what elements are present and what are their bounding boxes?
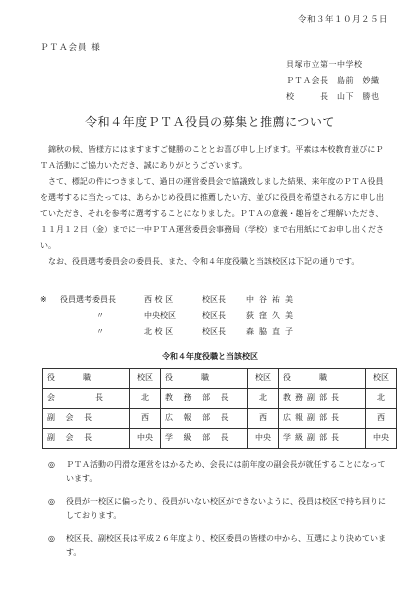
table-cell: 教 務 部 長 bbox=[161, 389, 248, 409]
committee-label: 〃 bbox=[96, 310, 104, 320]
table-caption: 令和４年度役職と当該校区 bbox=[162, 352, 258, 361]
officers-table bbox=[42, 368, 397, 449]
table-cell: 中央 bbox=[248, 429, 279, 449]
table-cell: 北 bbox=[248, 389, 279, 409]
committee-label: 役員選考委員長 bbox=[60, 294, 116, 304]
committee-row bbox=[40, 324, 336, 340]
table-cell: 学 級 部 長 bbox=[161, 429, 248, 449]
table-cell: 北 bbox=[366, 389, 397, 409]
note-item bbox=[48, 458, 388, 486]
table-cell: 広 報 部 長 bbox=[161, 409, 248, 429]
note-text: ＰＴＡ活動の円滑な運営をはかるため、会長には前年度の副会長が就任することになっています。 bbox=[66, 460, 386, 483]
date: 令和３年１０月２５日 bbox=[297, 15, 388, 25]
double-circle-icon: ◎ bbox=[48, 534, 55, 543]
committee-position: 校区長 bbox=[202, 294, 226, 304]
body-paragraph-1: 錦秋の候、皆様方にはますますご健勝のこととお喜び申し上げます。平素は本校教育並びにＰＴＡ活動にご協力いただき、誠にありがとうございます。 さて、標記の件につきまして、過日の運営委員会で協議致しました結果、来年度のＰＴＡ役員を選考するに当たっては、あらかじめ役員に推薦したい方、並びに役員を希望される方に申し出ていただき、それを参考に選考することになりました。ＰＴＡの意義・趣旨をご理解いただき、１１月１２日（金）までに一中ＰＴＡ運営委員会事務局（学校）まで右用紙にてお申し出ください。 bbox=[40, 145, 384, 250]
table-cell: 教務副部長 bbox=[279, 389, 366, 409]
table-cell: 副 会 長 bbox=[43, 409, 130, 429]
note-item bbox=[48, 532, 388, 560]
double-circle-icon: ◎ bbox=[48, 497, 55, 506]
table-cell: 北 bbox=[130, 389, 161, 409]
note-item bbox=[48, 495, 388, 523]
table-cell: 西 bbox=[248, 409, 279, 429]
sender-pta-president: ＰＴＡ会長 島前 妙織 bbox=[286, 76, 380, 85]
table-cell: 副 会 長 bbox=[43, 429, 130, 449]
table-cell: 学級副部長 bbox=[279, 429, 366, 449]
header-cell: 校区 bbox=[130, 369, 161, 389]
table-cell: 中央 bbox=[366, 429, 397, 449]
committee-school: 北 校 区 bbox=[144, 326, 174, 336]
document-title: 令和４年度ＰＴＡ役員の募集と推薦について bbox=[85, 115, 335, 129]
note-mark: ※ bbox=[40, 294, 47, 304]
table-cell: 西 bbox=[366, 409, 397, 429]
sender-school: 貝塚市立第一中学校 bbox=[286, 60, 363, 69]
table-header-row bbox=[43, 369, 397, 389]
committee-name: 荻窪久美 bbox=[246, 310, 298, 320]
committee-row bbox=[40, 308, 336, 324]
committee-position: 校区長 bbox=[202, 310, 226, 320]
committee-name: 中谷祐美 bbox=[246, 294, 298, 304]
table-cell: 広報副部長 bbox=[279, 409, 366, 429]
committee-name: 森脇直子 bbox=[246, 326, 298, 336]
body-paragraph-2: なお、役員選考委員会の委員長、また、令和４年度役職と当該校区は下記の通りです。 bbox=[40, 257, 360, 266]
table-cell: 西 bbox=[130, 409, 161, 429]
header-cell: 役 職 bbox=[161, 369, 248, 389]
header-cell: 役 職 bbox=[279, 369, 366, 389]
committee-school: 中央校区 bbox=[144, 310, 176, 320]
header-cell: 校区 bbox=[248, 369, 279, 389]
header-cell: 校区 bbox=[366, 369, 397, 389]
committee-position: 校区長 bbox=[202, 326, 226, 336]
table-row bbox=[43, 409, 397, 429]
note-text: 校区長、副校区長は平成２６年度より、校区委員の皆様の中から、互選により決めています。 bbox=[66, 534, 386, 557]
committee-school: 西 校 区 bbox=[144, 294, 174, 304]
recipient: ＰＴＡ会員 様 bbox=[40, 43, 101, 53]
committee-label: 〃 bbox=[96, 326, 104, 336]
sender-block bbox=[286, 60, 380, 108]
note-text: 役員が一校区に偏ったり、役員がいない校区ができないように、役員は校区で持ち回りにしております。 bbox=[66, 497, 386, 520]
double-circle-icon: ◎ bbox=[48, 460, 55, 469]
selection-committee-list bbox=[40, 292, 336, 340]
header-cell: 役 職 bbox=[43, 369, 130, 389]
table-row bbox=[43, 429, 397, 449]
table-cell: 中央 bbox=[130, 429, 161, 449]
table-cell: 会 長 bbox=[43, 389, 130, 409]
sender-principal: 校 長 山下 勝也 bbox=[286, 92, 380, 101]
table-row bbox=[43, 389, 397, 409]
committee-row bbox=[40, 292, 336, 308]
